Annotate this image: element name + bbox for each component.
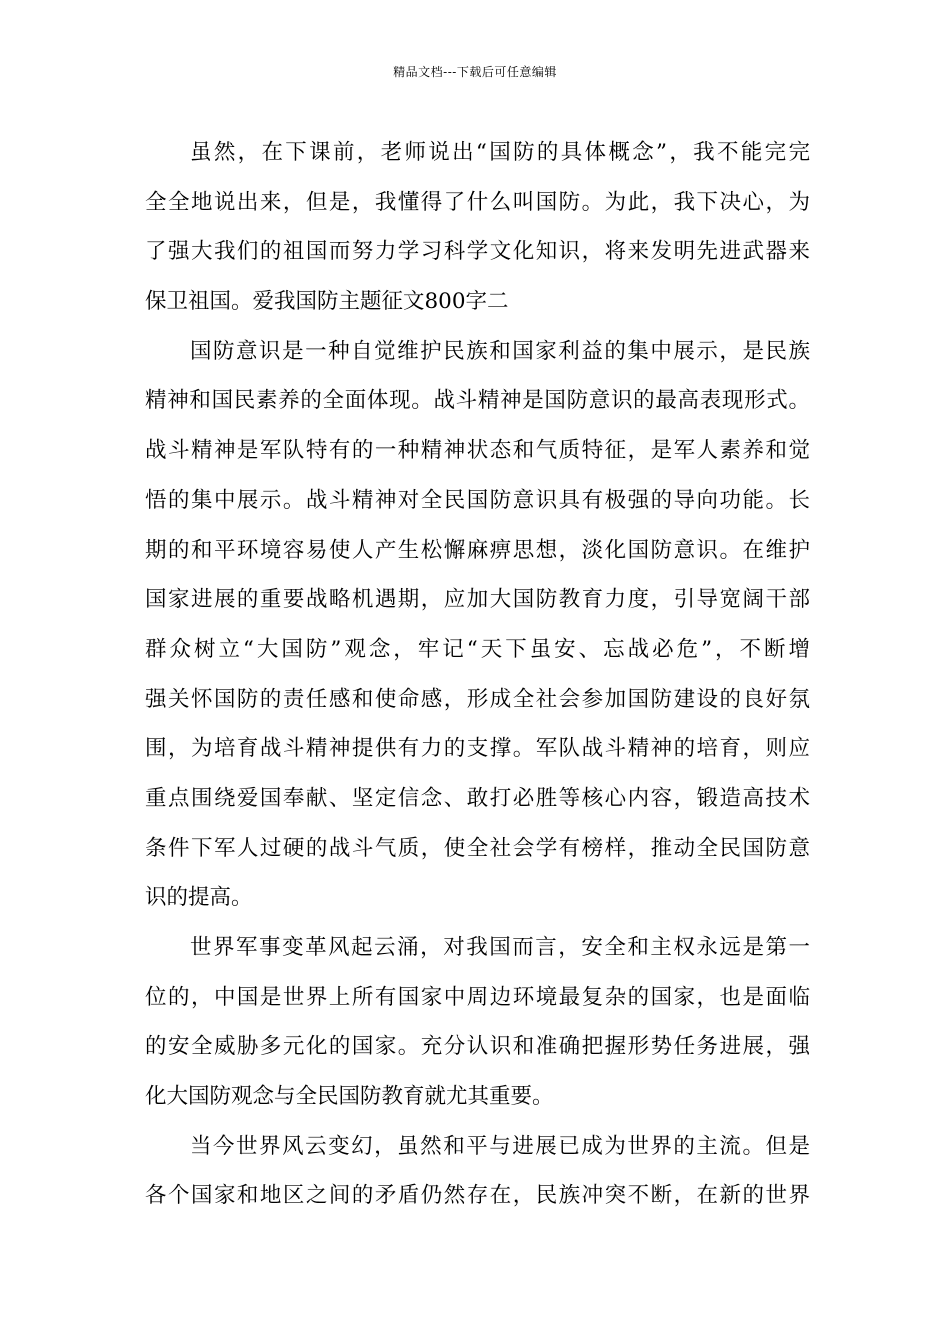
- text-line: 世界军事变革风起云涌，对我国而言，安全和主权永远是第一: [190, 935, 810, 960]
- text-line: 保卫祖国。爱我国防主题征文800字二: [145, 289, 509, 315]
- text-line: 群众树立“大国防”观念，牢记“天下虽安、忘战必危”，不断增: [145, 636, 810, 662]
- text-line: 期的和平环境容易使人产生松懈麻痹思想，淡化国防意识。在维护: [145, 537, 810, 563]
- text-line: 围，为培育战斗精神提供有力的支撑。军队战斗精神的培育，则应: [145, 736, 810, 762]
- text-line: 精神和国民素养的全面体现。战斗精神是国防意识的最高表现形式。: [145, 388, 810, 414]
- text-line: 虽然，在下课前，老师说出“国防的具体概念”，我不能完完: [190, 140, 810, 165]
- text-line: 国家进展的重要战略机遇期，应加大国防教育力度，引导宽阔干部: [145, 587, 810, 613]
- text-line: 当今世界风云变幻，虽然和平与进展已成为世界的主流。但是: [190, 1133, 810, 1159]
- text-line: 位的，中国是世界上所有国家中周边环境最复杂的国家，也是面临: [145, 984, 810, 1010]
- text-line: 全全地说出来，但是，我懂得了什么叫国防。为此，我下决心，为: [145, 189, 810, 215]
- document-body: [145, 128, 810, 1221]
- text-line: 强关怀国防的责任感和使命感，形成全社会参加国防建设的良好氛: [145, 686, 810, 712]
- text-line: 的安全威胁多元化的国家。充分认识和准确把握形势任务进展，强: [145, 1034, 810, 1060]
- text-line: 化大国防观念与全民国防教育就尤其重要。: [145, 1084, 554, 1110]
- text-line: 了强大我们的祖国而努力学习科学文化知识，将来发明先进武器来: [145, 239, 810, 265]
- text-line: 战斗精神是军队特有的一种精神状态和气质特征，是军人素养和觉: [145, 438, 810, 464]
- text-line: 重点围绕爱国奉献、坚定信念、敢打必胜等核心内容，锻造高技术: [145, 785, 810, 811]
- text-line: 识的提高。: [145, 885, 253, 911]
- page-header: 精品文档---下载后可任意编辑: [393, 65, 557, 79]
- text-line: 悟的集中展示。战斗精神对全民国防意识具有极强的导向功能。长: [145, 487, 810, 513]
- text-line: 各个国家和地区之间的矛盾仍然存在，民族冲突不断，在新的世界: [145, 1183, 810, 1209]
- text-line: 国防意识是一种自觉维护民族和国家利益的集中展示，是民族: [190, 338, 810, 364]
- text-line: 条件下军人过硬的战斗气质，使全社会学有榜样，推动全民国防意: [145, 835, 810, 861]
